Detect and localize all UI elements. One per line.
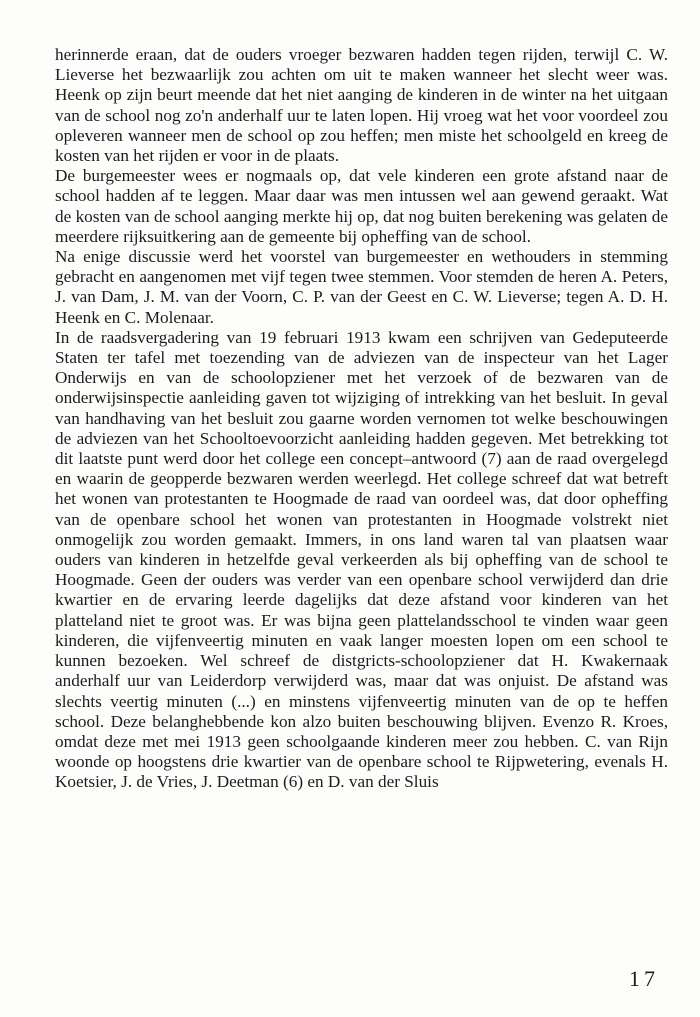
paragraph-3: Na enige discussie werd het voorstel van burgemeester en wethouders in stemming gebracht en aangenomen met vijf tegen twee stemmen. Voor stemden de heren A. Peters, J. van Dam, J. M. van der Voorn, C. P. van der Geest en C. W. Lieverse; tegen A. D. H. Heenk en C. Molenaar. <box>55 247 668 327</box>
paragraph-4: In de raadsvergadering van 19 februari 1913 kwam een schrijven van Gedeputeerde Staten ter tafel met toezending van de adviezen van de inspecteur van het Lager Onderwijs en van de schoolopziener met het verzoek of de bezwaren van de onderwijsinspectie aanleiding gaven tot wijziging of intrekking van het besluit. In geval van handhaving van het besluit zou gaarne worden vernomen tot welke beschouwingen de adviezen van het Schooltoevoorzicht aanleiding hadden gegeven. Met betrekking tot dit laatste punt werd door het college een concept–antwoord (7) aan de raad overgelegd en waarin de geopperde bezwaren werden weerlegd. Het college schreef dat wat betreft het wonen van protestanten te Hoogmade de raad van oordeel was, dat door opheffing van de openbare school het wonen van protestanten in Hoogmade volstrekt niet onmogelijk zou worden gemaakt. Immers, in ons land waren tal van plaatsen waar ouders van kinderen in hetzelfde geval verkeerden als bij opheffing van de school te Hoogmade. Geen der ouders was verder van een openbare school verwijderd dan drie kwartier en de ervaring leerde dagelijks dat deze afstand voor kinderen van het platteland niet te groot was. Er was bijna geen plattelandsschool te vinden waar geen kinderen, die vijfenveertig minuten en vaak langer moesten lopen om een school te kunnen bezoeken. Wel schreef de distgricts-schoolopziener dat H. Kwakernaak anderhalf uur van Leiderdorp verwijderd was, maar dat was onjuist. De afstand was slechts veertig minuten (...) en minstens vijfenveertig minuten van de op te heffen school. Deze belanghebbende kon alzo buiten beschouwing blijven. Evenzo R. Kroes, omdat deze met mei 1913 geen schoolgaande kinderen meer zou hebben. C. van Rijn woonde op hoogstens drie kwartier van de openbare school te Rijpwetering, evenals H. Koetsier, J. de Vries, J. Deetman (6) en D. van der Sluis <box>55 327 668 792</box>
paragraph-1: herinnerde eraan, dat de ouders vroeger bezwaren hadden tegen rijden, terwijl C. W. Lieverse het bezwaarlijk zou achten om uit te maken wanneer het slecht weer was. Heenk op zijn beurt meende dat het niet aanging de kinderen in de winter na het uitgaan van de school nog zo'n anderhalf uur te laten lopen. Hij vroeg wat het voor voordeel zou opleveren wanneer men de school op zou heffen; men miste het schoolgeld en kreeg de kosten van het rijden er voor in de plaats. <box>55 45 668 166</box>
body-text <box>55 45 668 793</box>
page-number: 17 <box>629 966 659 991</box>
paragraph-2: De burgemeester wees er nogmaals op, dat vele kinderen een grote afstand naar de school hadden af te leggen. Maar daar was men intussen wel aan gewend geraakt. Wat de kosten van de school aanging merkte hij op, dat nog buiten berekening was gelaten de meerdere rijksuitkering aan de gemeente bij opheffing van de school. <box>55 166 668 246</box>
